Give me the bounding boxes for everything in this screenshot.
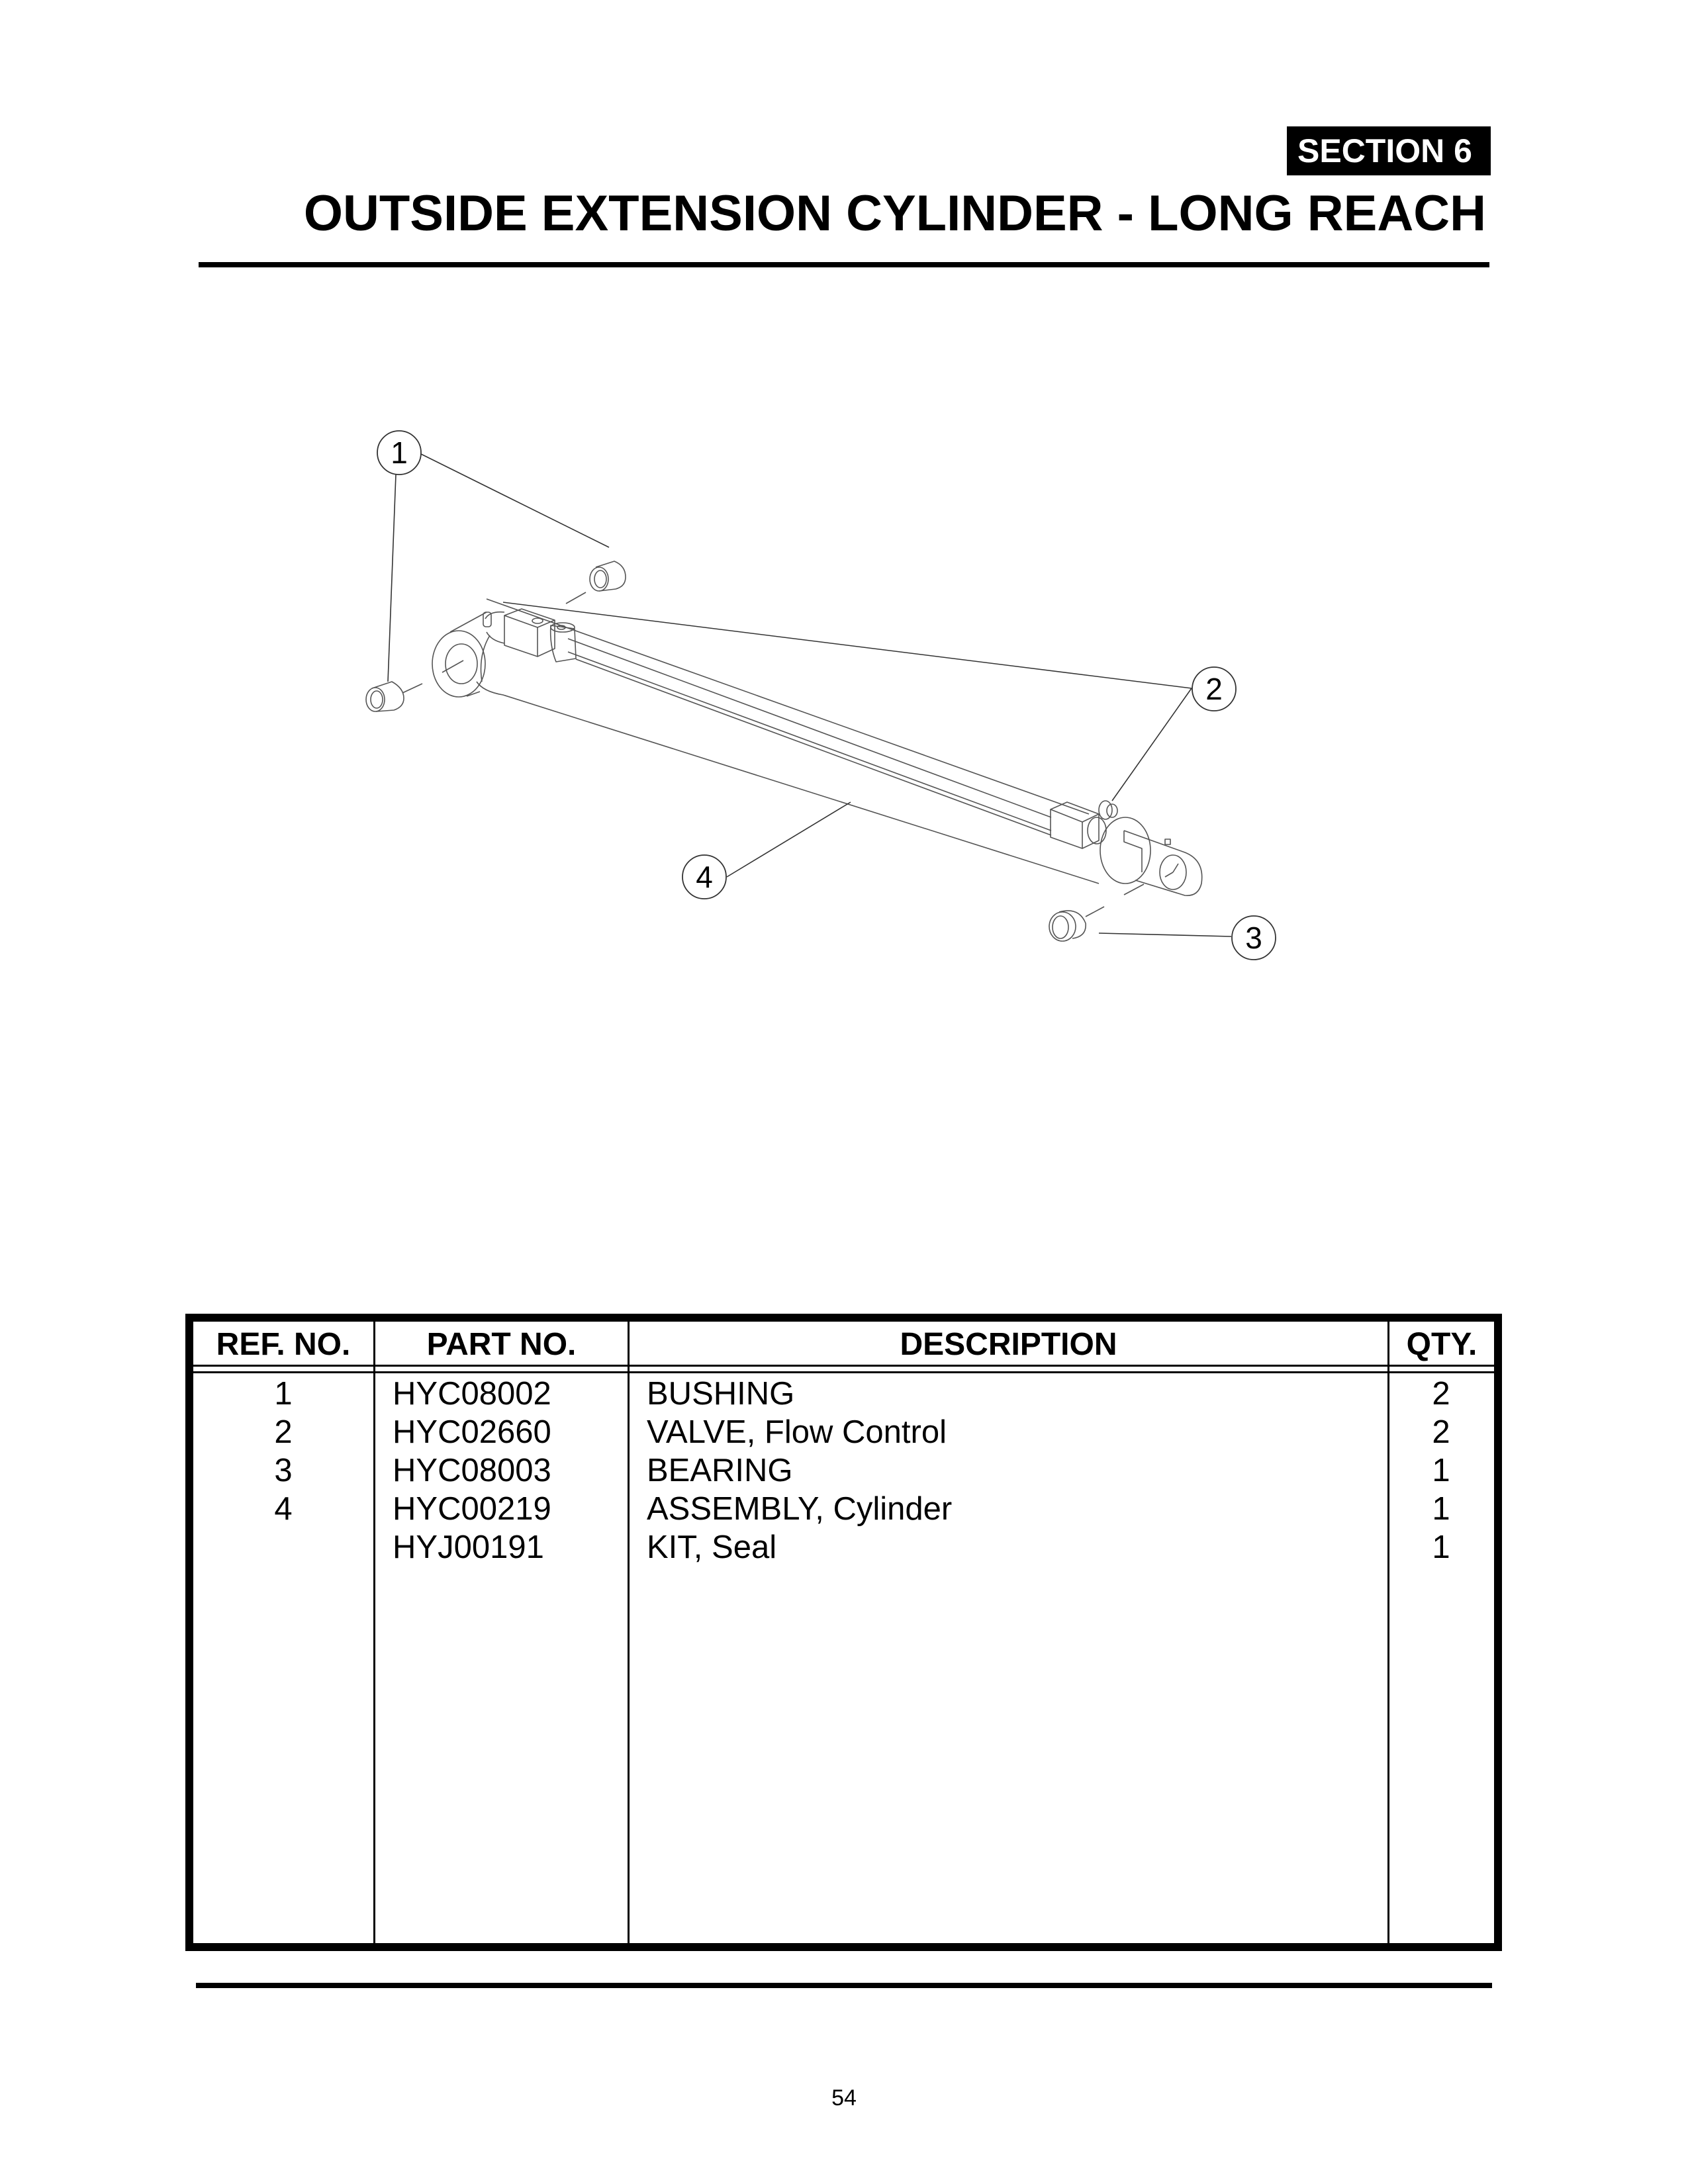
callout-2-label: 2: [1205, 672, 1223, 706]
table-row: [193, 1413, 1494, 1451]
cylinder-assembly-drawing: [432, 599, 1202, 895]
footer-rule: [196, 1983, 1492, 1988]
callout-3-label: 3: [1245, 921, 1262, 955]
ref-no: 2: [274, 1414, 293, 1450]
page-title: OUTSIDE EXTENSION CYLINDER - LONG REACH: [303, 185, 1486, 242]
section-badge: SECTION 6: [1287, 126, 1491, 175]
qty: 1: [1432, 1529, 1450, 1565]
callout-1-label: 1: [391, 435, 408, 470]
bushing-lower-drawing: [366, 682, 422, 711]
bushing-upper-drawing: [566, 561, 626, 604]
table-row: [193, 1528, 1494, 1567]
column-header-description: DESCRIPTION: [900, 1327, 1117, 1362]
callout-4-label: 4: [696, 860, 713, 894]
bearing-drawing: [1049, 884, 1144, 941]
part-no: HYC08003: [393, 1453, 551, 1488]
column-header-qty: QTY.: [1406, 1327, 1477, 1362]
ref-no: 1: [274, 1376, 293, 1412]
table-row: [193, 1490, 1494, 1528]
ref-no: 4: [274, 1491, 293, 1527]
column-header-part-no: PART NO.: [426, 1327, 577, 1362]
qty: 2: [1432, 1414, 1450, 1450]
part-no: HYC00219: [393, 1491, 551, 1527]
parts-table: [185, 1314, 1502, 1951]
header-divider: [193, 1365, 1494, 1367]
part-no: HYJ00191: [393, 1529, 544, 1565]
ref-no: 3: [274, 1453, 293, 1488]
qty: 2: [1432, 1376, 1450, 1412]
description: BUSHING: [647, 1376, 795, 1412]
description: BEARING: [647, 1453, 793, 1488]
qty: 1: [1432, 1453, 1450, 1488]
description: KIT, Seal: [647, 1529, 777, 1565]
part-no: HYC08002: [393, 1376, 551, 1412]
page-number: 54: [831, 2085, 857, 2111]
header-divider: [193, 1371, 1494, 1373]
description: ASSEMBLY, Cylinder: [647, 1491, 953, 1527]
table-row: [193, 1451, 1494, 1490]
part-no: HYC02660: [393, 1414, 551, 1450]
description: VALVE, Flow Control: [647, 1414, 947, 1450]
qty: 1: [1432, 1491, 1450, 1527]
column-header-ref-no: REF. NO.: [216, 1327, 351, 1362]
leader-lines: [388, 454, 1231, 936]
exploded-parts-diagram: [0, 0, 1688, 1059]
table-row: [193, 1375, 1494, 1413]
